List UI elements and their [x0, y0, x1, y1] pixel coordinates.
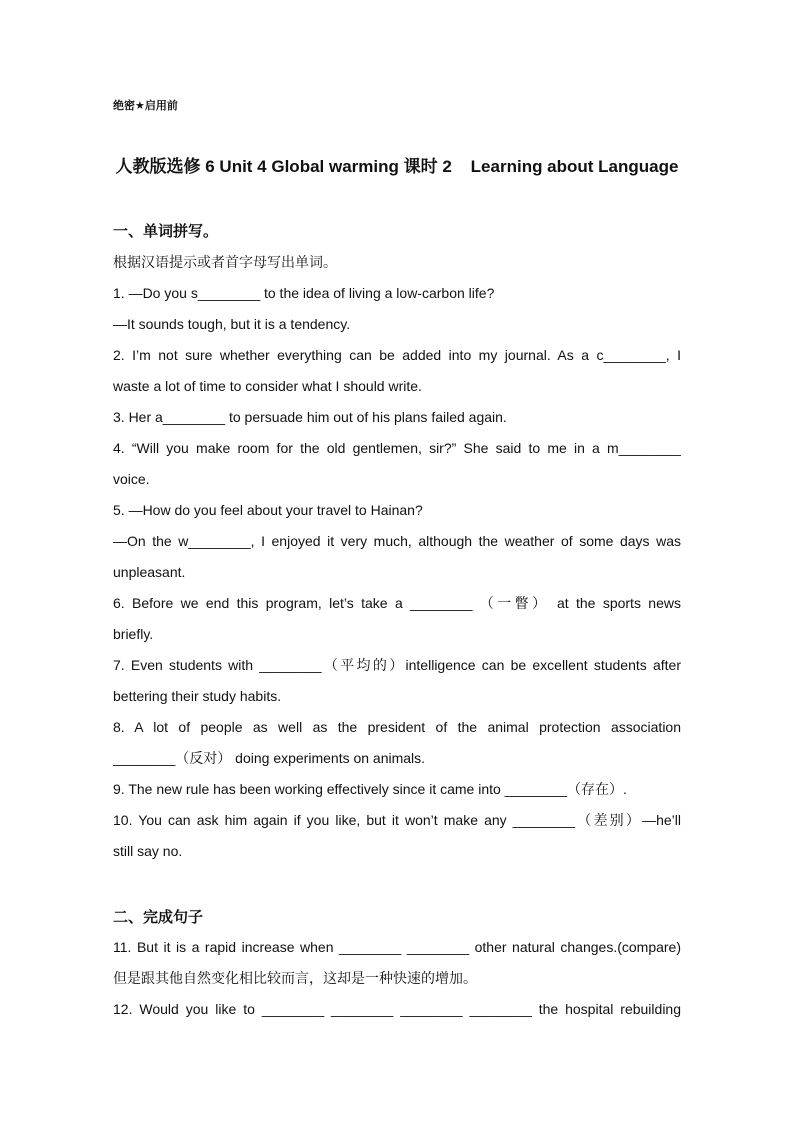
- question-line: 2. I’m not sure whether everything can be added into my journal. As a c________, I: [113, 347, 681, 363]
- question-line: waste a lot of time to consider what I should write.: [113, 378, 422, 394]
- instruction-line: 根据汉语提示或者首字母写出单词。: [113, 254, 337, 270]
- section-instruction: [113, 247, 681, 278]
- question-line: 4. “Will you make room for the old gentlemen, sir?” She said to me in a m________: [113, 440, 681, 456]
- question-line: unpleasant.: [113, 564, 186, 580]
- question-line: 10. You can ask him again if you like, but it won’t make any ________（差别）—he’ll: [113, 812, 681, 828]
- question-line: 12. Would you like to ________ ________ ________ ________ the hospital rebuilding: [113, 1001, 681, 1017]
- section-heading-spelling: 一、单词拼写。: [113, 223, 219, 240]
- question-line: ________（反对） doing experiments on animals.: [113, 750, 426, 766]
- question-line: 但是跟其他自然变化相比较而言，这却是一种快速的增加。: [113, 970, 477, 986]
- question-line: 5. —How do you feel about your travel to Hainan?: [113, 502, 423, 518]
- question-line: 3. Her a________ to persuade him out of his plans failed again.: [113, 409, 507, 425]
- question-line: 11. But it is a rapid increase when ________ ________ other natural changes.(compare): [113, 939, 681, 955]
- page-title: 人教版选修 6 Unit 4 Global warming 课时 2 Learning about Language: [115, 157, 679, 176]
- section-heading-sentences: 二、完成句子: [113, 909, 204, 926]
- question-line: bettering their study habits.: [113, 688, 282, 704]
- sentence-questions: [113, 932, 681, 1025]
- question-line: 6. Before we end this program, let’s take a ________ （一瞥） at the sports news: [113, 595, 681, 611]
- confidential-mark: 绝密★启用前: [113, 100, 178, 112]
- question-line: —It sounds tough, but it is a tendency.: [113, 316, 351, 332]
- question-line: 7. Even students with ________（平均的）intelligence can be excellent students after: [113, 657, 681, 673]
- question-line: briefly.: [113, 626, 154, 642]
- question-line: —On the w________, I enjoyed it very much, although the weather of some days was: [113, 533, 681, 549]
- question-line: voice.: [113, 471, 150, 487]
- question-line: 1. —Do you s________ to the idea of living a low-carbon life?: [113, 285, 495, 301]
- question-line: 9. The new rule has been working effectively since it came into ________（存在）.: [113, 781, 627, 797]
- spelling-questions: [113, 278, 681, 867]
- question-line: still say no.: [113, 843, 183, 859]
- question-line: 8. A lot of people as well as the president of the animal protection association: [113, 719, 681, 735]
